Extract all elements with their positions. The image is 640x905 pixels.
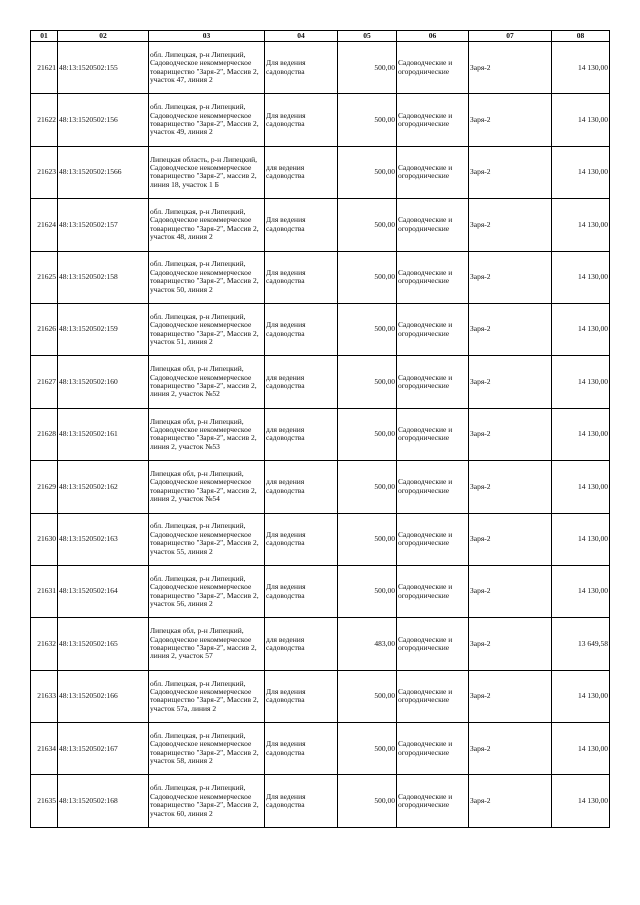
land-use-cell: Для ведения садоводства [265,251,338,303]
address-text: обл. Липецкая, р-н Липецкий, Садоводческое некоммерческое товарищество "Заря-2", Массив 2, участок 58, линия 2 [150,731,259,766]
land-use-cell: для ведения садоводства [265,356,338,408]
area-cell: 500,00 [338,94,397,146]
table-header [31,31,610,42]
cadastral-number-cell: 48:13:1520502:158 [58,251,149,303]
cadastral-value-cell: 14 130,00 [552,461,610,513]
area-cell: 500,00 [338,251,397,303]
partnership-name-cell: Заря-2 [469,199,552,251]
table-row [31,251,610,303]
cadastral-value-cell: 14 130,00 [552,199,610,251]
address-text: обл. Липецкая, р-н Липецкий, Садоводческое некоммерческое товарищество "Заря-2", Массив 2, участок 48, линия 2 [150,208,259,242]
cadastral-number-cell: 48:13:1520502:166 [58,670,149,722]
table-row [31,303,610,355]
partnership-name-cell: Заря-2 [469,251,552,303]
partnership-name-cell: Заря-2 [469,723,552,775]
land-type-cell: Садоводческие и огороднические [397,42,469,94]
table-row [31,199,610,251]
area-cell: 500,00 [338,356,397,408]
area-cell: 500,00 [338,303,397,355]
column-header-05: 05 [338,31,397,42]
address-cell [149,461,265,513]
area-cell: 500,00 [338,146,397,198]
column-header-06: 06 [397,31,469,42]
cadastral-value-cell: 14 130,00 [552,251,610,303]
record-number-cell: 21633 [31,670,58,722]
record-number-cell: 21634 [31,723,58,775]
record-number-cell: 21621 [31,42,58,94]
address-cell [149,565,265,617]
cadastral-number-cell: 48:13:1520502:163 [58,513,149,565]
record-number-cell: 21623 [31,146,58,198]
land-use-cell: Для ведения садоводства [265,723,338,775]
record-number-cell: 21627 [31,356,58,408]
land-registry-table [30,30,610,828]
address-cell [149,513,265,565]
land-use-cell: Для ведения садоводства [265,42,338,94]
address-cell [149,356,265,408]
partnership-name-cell: Заря-2 [469,408,552,460]
address-text: обл. Липецкая, р-н Липецкий, Садоводческое некоммерческое товарищество "Заря-2", Массив 2, участок 49, линия 2 [150,103,259,137]
partnership-name-cell: Заря-2 [469,42,552,94]
table-body [31,42,610,828]
address-cell [149,670,265,722]
address-text: обл. Липецкая, р-н Липецкий, Садоводческое некоммерческое товарищество "Заря-2", Массив 2, участок 51, линия 2 [150,312,259,347]
area-cell: 500,00 [338,513,397,565]
cadastral-value-cell: 14 130,00 [552,356,610,408]
column-header-07: 07 [469,31,552,42]
area-cell: 500,00 [338,670,397,722]
land-type-cell: Садоводческие и огороднические [397,775,469,827]
area-cell: 500,00 [338,461,397,513]
land-type-cell: Садоводческие и огороднические [397,303,469,355]
column-header-08: 08 [552,31,610,42]
address-text: Липецкая обл, р-н Липецкий, Садоводческое некоммерческое товарищество "Заря-2", массив 2, линия 2, участок №53 [150,417,257,451]
land-type-cell: Садоводческие и огороднические [397,356,469,408]
cadastral-value-cell: 13 649,58 [552,618,610,670]
record-number-cell: 21624 [31,199,58,251]
land-use-cell: Для ведения садоводства [265,670,338,722]
table-row [31,618,610,670]
address-cell [149,723,265,775]
land-type-cell: Садоводческие и огороднические [397,513,469,565]
record-number-cell: 21626 [31,303,58,355]
cadastral-value-cell: 14 130,00 [552,94,610,146]
record-number-cell: 21631 [31,565,58,617]
cadastral-number-cell: 48:13:1520502:164 [58,565,149,617]
cadastral-number-cell: 48:13:1520502:159 [58,303,149,355]
cadastral-number-cell: 48:13:1520502:168 [58,775,149,827]
table-row [31,356,610,408]
cadastral-number-cell: 48:13:1520502:167 [58,723,149,775]
land-type-cell: Садоводческие и огороднические [397,618,469,670]
land-type-cell: Садоводческие и огороднические [397,94,469,146]
table-row [31,42,610,94]
cadastral-value-cell: 14 130,00 [552,408,610,460]
address-text: Липецкая обл, р-н Липецкий, Садоводческое некоммерческое товарищество "Заря-2", массив 2, линия 2, участок 57 [150,627,257,661]
address-cell [149,303,265,355]
partnership-name-cell: Заря-2 [469,356,552,408]
partnership-name-cell: Заря-2 [469,618,552,670]
address-cell [149,618,265,670]
cadastral-number-cell: 48:13:1520502:1566 [58,146,149,198]
land-use-cell: для ведения садоводства [265,618,338,670]
land-type-cell: Садоводческие и огороднические [397,461,469,513]
land-type-cell: Садоводческие и огороднические [397,723,469,775]
cadastral-value-cell: 14 130,00 [552,670,610,722]
address-cell [149,199,265,251]
cadastral-number-cell: 48:13:1520502:162 [58,461,149,513]
address-cell [149,42,265,94]
table-row [31,775,610,827]
table-row [31,670,610,722]
land-type-cell: Садоводческие и огороднические [397,146,469,198]
cadastral-value-cell: 14 130,00 [552,723,610,775]
land-type-cell: Садоводческие и огороднические [397,565,469,617]
land-use-cell: для ведения садоводства [265,461,338,513]
address-text: обл. Липецкая, р-н Липецкий, Садоводческое некоммерческое товарищество "Заря-2", Массив 2, участок 47, линия 2 [150,50,259,85]
table-row [31,723,610,775]
address-cell [149,775,265,827]
cadastral-number-cell: 48:13:1520502:160 [58,356,149,408]
column-header-02: 02 [58,31,149,42]
address-cell [149,408,265,460]
cadastral-value-cell: 14 130,00 [552,565,610,617]
record-number-cell: 21630 [31,513,58,565]
address-text: Липецкая обл, р-н Липецкий, Садоводческое некоммерческое товарищество "Заря-2", массив 2, линия 2, участок №52 [150,365,257,399]
partnership-name-cell: Заря-2 [469,303,552,355]
address-text: Липецкая область, р-н Липецкий, Садоводческое некоммерческое товарищество "Заря-2", массив 2, линия 18, участок 1 Б [150,155,258,189]
address-text: обл. Липецкая, р-н Липецкий, Садоводческое некоммерческое товарищество "Заря-2", Массив 2, участок 56, линия 2 [150,574,259,608]
land-type-cell: Садоводческие и огороднические [397,408,469,460]
table-row [31,513,610,565]
partnership-name-cell: Заря-2 [469,461,552,513]
land-use-cell: для ведения садоводства [265,146,338,198]
cadastral-number-cell: 48:13:1520502:157 [58,199,149,251]
cadastral-value-cell: 14 130,00 [552,146,610,198]
area-cell: 500,00 [338,408,397,460]
partnership-name-cell: Заря-2 [469,670,552,722]
land-use-cell: Для ведения садоводства [265,565,338,617]
address-text: обл. Липецкая, р-н Липецкий, Садоводческое некоммерческое товарищество "Заря-2", Массив 2, участок 50, линия 2 [150,260,259,294]
partnership-name-cell: Заря-2 [469,565,552,617]
cadastral-value-cell: 14 130,00 [552,775,610,827]
land-use-cell: Для ведения садоводства [265,513,338,565]
partnership-name-cell: Заря-2 [469,775,552,827]
cadastral-value-cell: 14 130,00 [552,513,610,565]
address-cell [149,251,265,303]
cadastral-number-cell: 48:13:1520502:156 [58,94,149,146]
address-cell [149,94,265,146]
address-text: обл. Липецкая, р-н Липецкий, Садоводческое некоммерческое товарищество "Заря-2", Массив 2, участок 60, линия 2 [150,784,259,818]
cadastral-number-cell: 48:13:1520502:161 [58,408,149,460]
land-type-cell: Садоводческие и огороднические [397,670,469,722]
land-type-cell: Садоводческие и огороднические [397,199,469,251]
table-row [31,94,610,146]
record-number-cell: 21635 [31,775,58,827]
cadastral-value-cell: 14 130,00 [552,303,610,355]
cadastral-number-cell: 48:13:1520502:165 [58,618,149,670]
land-type-cell: Садоводческие и огороднические [397,251,469,303]
address-cell [149,146,265,198]
land-use-cell: Для ведения садоводства [265,199,338,251]
table-row [31,146,610,198]
land-use-cell: для ведения садоводства [265,408,338,460]
record-number-cell: 21625 [31,251,58,303]
land-use-cell: Для ведения садоводства [265,775,338,827]
column-header-03: 03 [149,31,265,42]
cadastral-value-cell: 14 130,00 [552,42,610,94]
table-row [31,461,610,513]
record-number-cell: 21622 [31,94,58,146]
record-number-cell: 21632 [31,618,58,670]
column-header-01: 01 [31,31,58,42]
partnership-name-cell: Заря-2 [469,513,552,565]
area-cell: 500,00 [338,565,397,617]
address-text: обл. Липецкая, р-н Липецкий, Садоводческое некоммерческое товарищество "Заря-2", Массив 2, участок 55, линия 2 [150,522,259,556]
partnership-name-cell: Заря-2 [469,94,552,146]
address-text: обл. Липецкая, р-н Липецкий, Садоводческое некоммерческое товарищество "Заря-2", Массив 2, участок 57а, линия 2 [150,679,259,713]
table-row [31,408,610,460]
area-cell: 483,00 [338,618,397,670]
table-row [31,565,610,617]
cadastral-number-cell: 48:13:1520502:155 [58,42,149,94]
area-cell: 500,00 [338,775,397,827]
record-number-cell: 21629 [31,461,58,513]
area-cell: 500,00 [338,199,397,251]
partnership-name-cell: Заря-2 [469,146,552,198]
header-row [31,31,610,42]
area-cell: 500,00 [338,42,397,94]
land-use-cell: Для ведения садоводства [265,303,338,355]
land-use-cell: Для ведения садоводства [265,94,338,146]
record-number-cell: 21628 [31,408,58,460]
address-text: Липецкая обл, р-н Липецкий, Садоводческое некоммерческое товарищество "Заря-2", массив 2, линия 2, участок №54 [150,470,257,504]
column-header-04: 04 [265,31,338,42]
area-cell: 500,00 [338,723,397,775]
